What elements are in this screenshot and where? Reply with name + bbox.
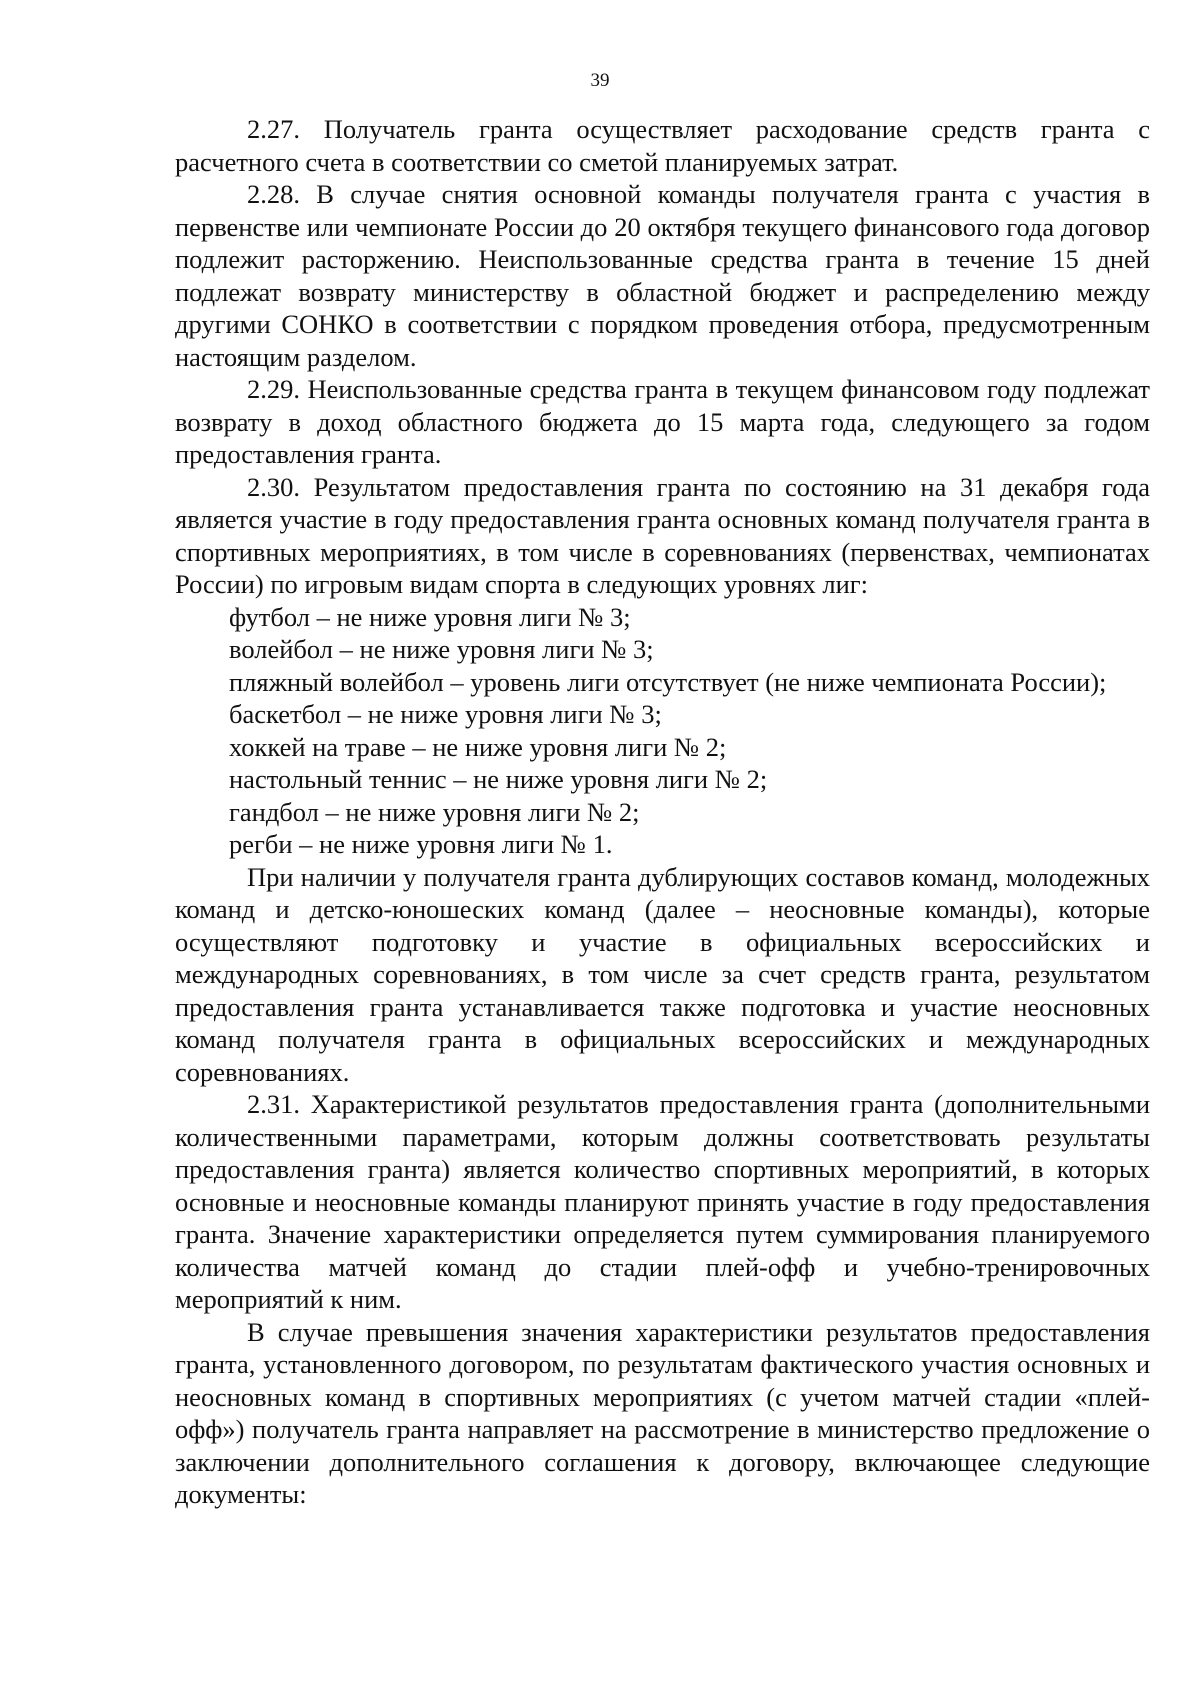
document-body (175, 113, 1150, 1511)
paragraph-excess-value: В случае превышения значения характеристики результатов предоставления гранта, установленного договором, по результатам фактического участия основных и неосновных команд в спортивных мероприятиях (с учетом матчей стадии «плей-офф») получатель гранта направляет на рассмотрение в министерство предложение о заключении дополнительного соглашения к договору, включающее следующие документы: (175, 1316, 1150, 1509)
league-item-field-hockey: хоккей на траве – не ниже уровня лиги № 2; (229, 731, 727, 762)
league-item-football: футбол – не ниже уровня лиги № 3; (229, 601, 631, 632)
paragraph-2-31: 2.31. Характеристикой результатов предоставления гранта (дополнительными количественными параметрами, которым должны соответствовать результаты предоставления гранта) является количество спортивных мероприятий, в которых основные и неосновные команды планируют принять участие в году предоставления гранта. Значение характеристики определяется путем суммирования планируемого количества матчей команд до стадии плей-офф и учебно-тренировочных мероприятий к ним. (175, 1089, 1150, 1314)
league-item-table-tennis: настольный теннис – не ниже уровня лиги № 2; (229, 764, 768, 794)
league-item-volleyball: волейбол – не ниже уровня лиги № 3; (229, 634, 654, 664)
paragraph-2-28: 2.28. В случае снятия основной команды получателя гранта с участия в первенстве или чемпионате России до 20 октября текущего финансового года договор подлежит расторжению. Неиспользованные средства гранта в течение 15 дней подлежат возврату министерству в областной бюджет и распределению между другими СОНКО в соответствии с порядком проведения отбора, предусмотренным настоящим разделом. (175, 179, 1150, 372)
paragraph-2-30: 2.30. Результатом предоставления гранта по состоянию на 31 декабря года является участие в году предоставления гранта основных команд получателя гранта в спортивных мероприятиях, в том числе в соревнованиях (первенствах, чемпионатах России) по игровым видам спорта в следующих уровнях лиг: (175, 471, 1150, 599)
paragraph-2-29: 2.29. Неиспользованные средства гранта в текущем финансовом году подлежат возврату в доход областного бюджета до 15 марта года, следующего за годом предоставления гранта. (175, 374, 1150, 469)
league-item-beach-volleyball: пляжный волейбол – уровень лиги отсутствует (не ниже чемпионата России); (229, 666, 1107, 697)
league-item-basketball: баскетбол – не ниже уровня лиги № 3; (229, 699, 662, 729)
page-number: 39 (590, 70, 610, 91)
league-item-rugby: регби – не ниже уровня лиги № 1. (229, 829, 613, 859)
league-item-handball: гандбол – не ниже уровня лиги № 2; (229, 796, 640, 827)
paragraph-reserve-teams: При наличии у получателя гранта дублирующих составов команд, молодежных команд и детско-юношеских команд (далее – неосновные команды), которые осуществляют подготовку и участие в официальных всероссийских и международных соревнованиях, в том числе за счет средств гранта, результатом предоставления гранта устанавливается также подготовка и участие неосновных команд получателя гранта в официальных всероссийских и международных соревнованиях. (175, 861, 1150, 1087)
paragraph-2-27: 2.27. Получатель гранта осуществляет расходование средств гранта с расчетного счета в соответствии со сметой планируемых затрат. (175, 114, 1150, 177)
